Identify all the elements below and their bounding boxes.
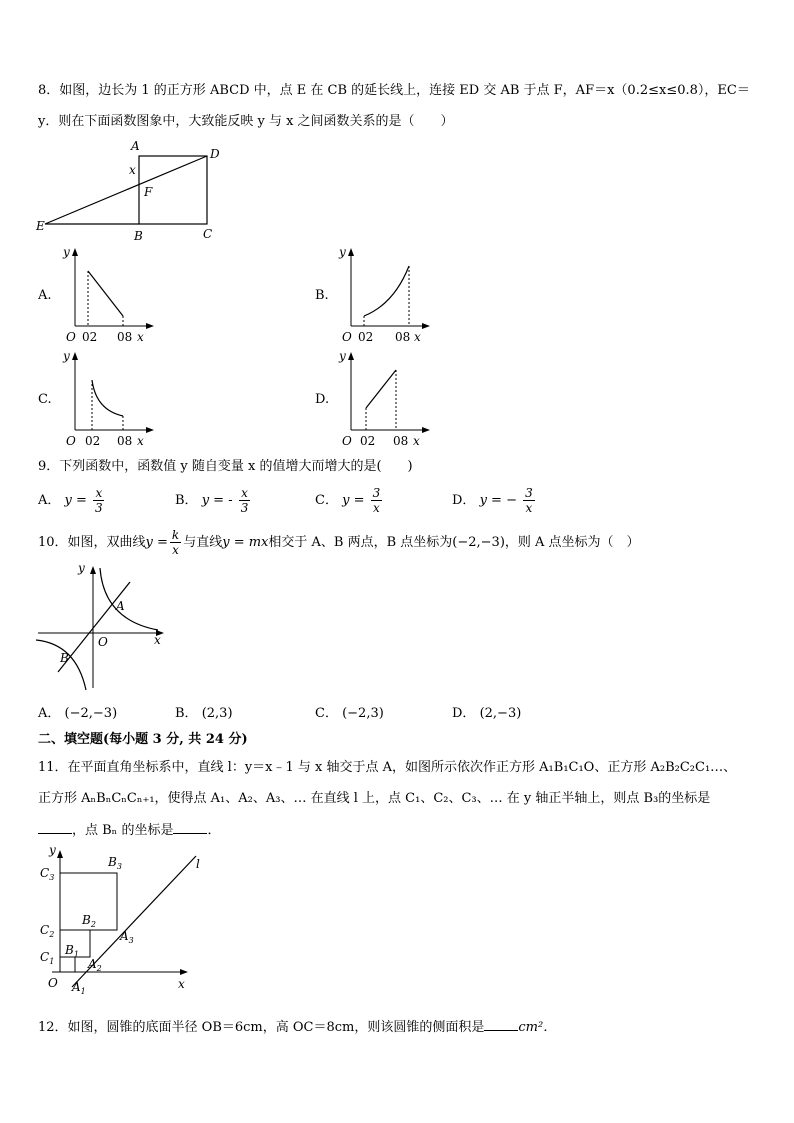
- svg-text:y: y: [339, 245, 346, 259]
- svg-text:B3: $B_3$: [108, 855, 122, 871]
- svg-text:O: O: [66, 434, 76, 448]
- svg-text:02: 02: [82, 330, 98, 344]
- svg-text:O: O: [98, 635, 108, 649]
- q12-blank[interactable]: [484, 1018, 518, 1031]
- svg-text:y: y: [63, 349, 70, 363]
- q8-line1: 8．如图，边长为 1 的正方形 ABCD 中，点 E 在 CB 的延长线上，连接 ED 交 AB 于点 F，AF＝x（0.2≤x≤0.8），EC＝: [38, 83, 750, 98]
- q8-option-a-label: A.: [38, 288, 52, 303]
- svg-text:x: x: [137, 330, 144, 344]
- svg-text:C2: $C_2$: [40, 923, 55, 939]
- svg-text:O: O: [342, 434, 352, 448]
- svg-text:y: y: [78, 561, 85, 575]
- svg-text:A3: $A_3$: [120, 929, 134, 945]
- q11-line3: ，点 Bₙ 的坐标是 ．: [38, 821, 220, 840]
- svg-text:x: x: [154, 633, 161, 647]
- q8-option-d-label: D.: [315, 392, 330, 407]
- svg-text:B1: $B_1$: [65, 943, 79, 959]
- label-A: A: [131, 139, 140, 153]
- q8-square-figure: [30, 138, 230, 248]
- svg-text:O: O: [48, 976, 58, 990]
- svg-text:B2: $B_2$: [82, 913, 96, 929]
- svg-text:A1: $A_1$: [72, 980, 86, 996]
- q11-blank-1[interactable]: [38, 821, 72, 834]
- svg-text:C1: $C_1$: [40, 950, 55, 966]
- svg-text:A2: $A_2$: [88, 957, 102, 973]
- q8-graph-a: [60, 244, 160, 344]
- svg-text:y: y: [49, 843, 56, 857]
- q11-squares-figure: [36, 843, 216, 996]
- q10-option-b: B． (2,3): [175, 706, 233, 721]
- label-F: F: [144, 185, 153, 199]
- q8-graph-b: [336, 244, 436, 344]
- label-C: C: [203, 227, 213, 241]
- q10-hyperbola-figure: [36, 560, 176, 695]
- q8-line2: y．则在下面函数图象中，大致能反映 y 与 x 之间函数关系的是（ ）: [38, 114, 454, 129]
- q8-option-c-label: C.: [38, 392, 52, 407]
- q10-option-d: D． (2,−3): [452, 706, 522, 721]
- label-E: E: [36, 219, 45, 233]
- q9-option-d: D． y = − $\frac{3}{x}$: [452, 486, 533, 515]
- q9-option-c: C． y = $\frac{3}{x}$: [315, 486, 381, 515]
- svg-text:y: y: [339, 349, 346, 363]
- svg-text:y: y: [63, 245, 70, 259]
- svg-text:x: x: [137, 434, 144, 448]
- svg-text:x: x: [178, 977, 185, 991]
- svg-text:O: O: [66, 330, 76, 344]
- q8-option-b-label: B.: [315, 288, 329, 303]
- q11-line2: 正方形 AₙBₙCₙCₙ₊₁，使得点 A₁、A₂、A₃、… 在直线 l 上，点 C₁、C₂、C₃、… 在 y 轴正半轴上，则点 B₃的坐标是: [38, 791, 711, 806]
- section-heading-fill-in: 二、填空题(每小题 3 分, 共 24 分): [38, 732, 248, 747]
- svg-text:08: 08: [393, 434, 409, 448]
- label-x: x: [129, 163, 136, 177]
- label-B: B: [134, 229, 143, 243]
- q8-graph-c: [60, 348, 160, 448]
- q9-option-b: B． y = - $\frac{x}{3}$: [175, 486, 249, 515]
- q8-graph-d: [336, 348, 436, 448]
- q10-option-c: C． (−2,3): [315, 706, 384, 721]
- svg-text:02: 02: [358, 330, 374, 344]
- svg-text:02: 02: [85, 434, 101, 448]
- svg-text:l: l: [196, 857, 200, 871]
- label-D: D: [210, 147, 220, 161]
- svg-text:x: x: [414, 330, 421, 344]
- svg-text:02: 02: [360, 434, 376, 448]
- q10-option-a: A． (−2,−3): [38, 706, 118, 721]
- svg-text:O: O: [342, 330, 352, 344]
- q12-text: 12．如图，圆锥的底面半径 OB＝6cm，高 OC＝8cm，则该圆锥的侧面积是 cm²．: [38, 1020, 557, 1035]
- q11-blank-2[interactable]: [173, 821, 207, 834]
- svg-text:08: 08: [395, 330, 411, 344]
- q11-line1: 11．在平面直角坐标系中，直线 l：y＝x﹣1 与 x 轴交于点 A，如图所示依次作正方形 A₁B₁C₁O、正方形 A₂B₂C₂C₁…、: [38, 760, 737, 775]
- q9-stem: 9．下列函数中，函数值 y 随自变量 x 的值增大而增大的是( ): [38, 459, 413, 474]
- svg-text:x: x: [413, 434, 420, 448]
- q10-stem: 10．如图，双曲线y = $\frac{k}{x}$ 与直线y = mx相交于 A、B 两点，B 点坐标为(−2,−3)，则 A 点坐标为（ ）: [38, 528, 640, 557]
- svg-text:B: B: [60, 651, 69, 665]
- svg-text:08: 08: [117, 330, 133, 344]
- svg-text:08: 08: [117, 434, 133, 448]
- svg-text:A: A: [116, 599, 125, 613]
- q9-option-a: A． y = $\frac{x}{3}$: [38, 486, 103, 515]
- svg-text:C3: $C_3$: [40, 866, 55, 882]
